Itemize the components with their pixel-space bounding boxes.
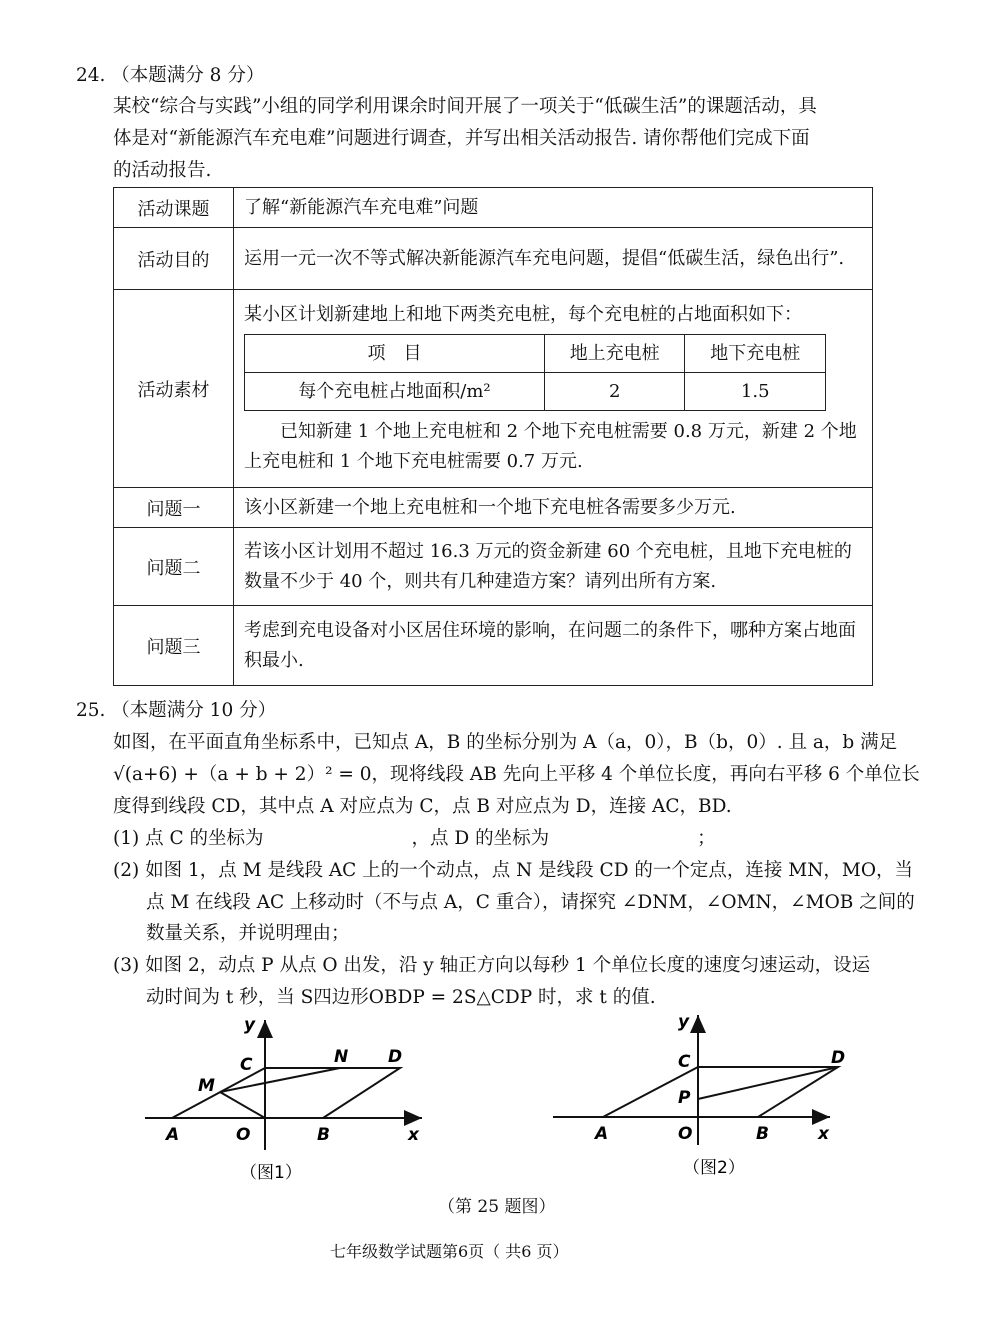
label-P: P xyxy=(678,1088,691,1108)
question-2-label: 问题二 xyxy=(114,528,234,606)
q24-header: 24. （本题满分 8 分） xyxy=(76,65,265,86)
area-header-above: 地上充电桩 xyxy=(544,335,684,373)
q25-part-1: (1) 点 C 的坐标为 ，点 D 的坐标为 ； xyxy=(113,828,716,849)
label-O: O xyxy=(236,1125,251,1145)
area-value-below: 1.5 xyxy=(685,373,826,411)
q25-header: 25. （本题满分 10 分） xyxy=(76,700,277,721)
activity-report-table xyxy=(113,187,873,686)
question-3-text: 考虑到充电设备对小区居住环境的影响，在问题二的条件下，哪种方案占地面积最小. xyxy=(234,606,873,686)
area-value-above: 2 xyxy=(544,373,684,411)
label-C: C xyxy=(678,1052,691,1072)
label-M: M xyxy=(198,1076,215,1096)
area-header-below: 地下充电桩 xyxy=(685,335,826,373)
purpose-text: 运用一元一次不等式解决新能源汽车充电问题，提倡“低碳生活，绿色出行”. xyxy=(234,228,873,290)
question-1-text: 该小区新建一个地上充电桩和一个地下充电桩各需要多少万元. xyxy=(234,488,873,528)
area-table xyxy=(244,334,826,411)
question-3-label: 问题三 xyxy=(114,606,234,686)
q25-part-3-line-1: (3) 如图 2，动点 P 从点 O 出发，沿 y 轴正方向以每秒 1 个单位长度的速度匀速运动，设运 xyxy=(113,955,871,976)
label-C: C xyxy=(240,1055,253,1075)
topic-label: 活动课题 xyxy=(114,188,234,228)
label-B: B xyxy=(317,1125,330,1145)
label-N: N xyxy=(334,1047,349,1067)
material-cell xyxy=(234,290,873,488)
label-y: y xyxy=(678,1012,690,1032)
topic-text: 了解“新能源汽车充电难”问题 xyxy=(234,188,873,228)
label-x: x xyxy=(408,1125,419,1145)
q25-part-3-line-2: 动时间为 t 秒，当 S四边形OBDP = 2S△CDP 时，求 t 的值. xyxy=(146,987,656,1008)
purpose-label: 活动目的 xyxy=(114,228,234,290)
q25-part-2-line-3: 数量关系，并说明理由； xyxy=(146,923,350,944)
label-A: A xyxy=(166,1125,180,1145)
label-x: x xyxy=(818,1124,829,1144)
figure-2-caption: （图2） xyxy=(683,1158,745,1178)
segment-MN xyxy=(220,1068,340,1092)
q24-intro-line-3: 的活动报告. xyxy=(113,160,212,181)
figure-caption: （第 25 题图） xyxy=(438,1197,556,1217)
label-B: B xyxy=(756,1124,769,1144)
q24-intro-line-2: 体是对“新能源汽车充电难”问题进行调查，并写出相关活动报告. 请你帮他们完成下面 xyxy=(113,128,810,149)
label-D: D xyxy=(388,1047,403,1067)
question-1-label: 问题一 xyxy=(114,488,234,528)
q25-part-2-line-1: (2) 如图 1，点 M 是线段 AC 上的一个动点，点 N 是线段 CD 的一个定点，连接 MN，MO，当 xyxy=(113,860,914,881)
area-header-item: 项 目 xyxy=(245,335,545,373)
material-label: 活动素材 xyxy=(114,290,234,488)
segment-MO xyxy=(220,1092,265,1118)
material-known: 已知新建 1 个地上充电桩和 2 个地下充电桩需要 0.8 万元，新建 2 个地上充电桩和 1 个地下充电桩需要 0.7 万元. xyxy=(244,421,857,472)
q25-line-1: 如图，在平面直角坐标系中，已知点 A，B 的坐标分别为 A（a，0），B（b，0）. 且 a，b 满足 xyxy=(113,732,898,753)
q25-part-2-line-2: 点 M 在线段 AC 上移动时（不与点 A，C 重合），请探究 ∠DNM，∠OMN，∠MOB 之间的 xyxy=(146,892,915,913)
question-2-text: 若该小区计划用不超过 16.3 万元的资金新建 60 个充电桩，且地下充电桩的数量不少于 40 个，则共有几种建造方案？请列出所有方案. xyxy=(234,528,873,606)
q25-line-3: 度得到线段 CD，其中点 A 对应点为 C，点 B 对应点为 D，连接 AC，BD. xyxy=(113,796,732,817)
figure-1-caption: （图1） xyxy=(240,1163,302,1183)
figure-1 xyxy=(140,1010,440,1185)
label-D: D xyxy=(831,1048,846,1068)
material-intro: 某小区计划新建地上和地下两类充电桩，每个充电桩的占地面积如下： xyxy=(244,304,802,325)
label-y: y xyxy=(244,1015,256,1035)
q25-line-2: √(a+6) +（a + b + 2）² = 0，现将线段 AB 先向上平移 4 个单位长度，再向右平移 6 个单位长 xyxy=(113,764,920,785)
page-footer: 七年级数学试题第6页（ 共6 页） xyxy=(330,1242,569,1261)
segment-PD xyxy=(698,1067,838,1099)
area-row-label: 每个充电桩占地面积/m² xyxy=(245,373,545,411)
q24-intro-line-1: 某校“综合与实践”小组的同学利用课余时间开展了一项关于“低碳生活”的课题活动，具 xyxy=(113,96,817,117)
figure-2 xyxy=(548,1005,848,1180)
label-O: O xyxy=(678,1124,693,1144)
label-A: A xyxy=(595,1124,609,1144)
